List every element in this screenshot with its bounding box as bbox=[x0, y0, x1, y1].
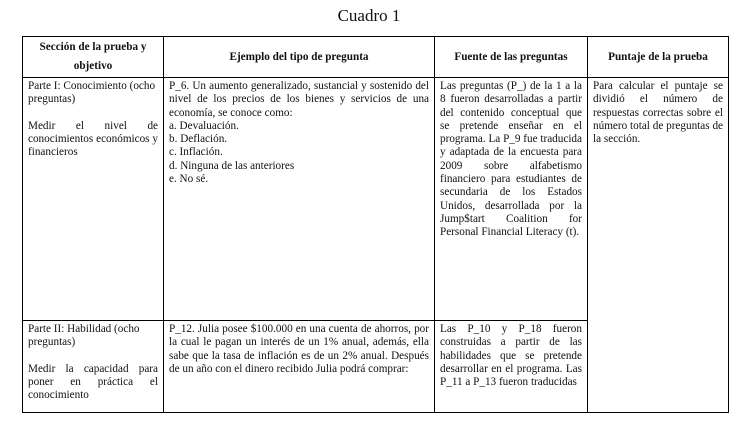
section-cell bbox=[23, 78, 164, 321]
source-text: Las preguntas (P_) de la 1 a la 8 fueron desarrolladas a partir del contenido conceptual que se pretende enseñar en el programa. La P_9 fue traducida y adaptada de la encuesta para 2009 sobre alfabetismo financiero para estudiantes de secundaria de los Estados Unidos, desarrollada por la Jump$tart Coalition for Personal Financial Literacy (t). bbox=[440, 80, 582, 239]
section-cell bbox=[23, 321, 164, 413]
option-b: b. Deflación. bbox=[169, 133, 228, 146]
test-structure-table bbox=[22, 36, 729, 413]
header-row bbox=[23, 37, 729, 78]
score-cell bbox=[588, 78, 729, 413]
source-text: Las P_10 y P_18 fueron construidas a partir de las habilidades que se pretende desarrollar en el programa. Las P_11 a P_13 fueron traducidas bbox=[440, 323, 582, 389]
example-question: P_12. Julia posee $100.000 en una cuenta de ahorros, por la cual le pagan un interés de un 1% anual, además, ella sabe que la tasa de inflación es de un 2% anual. Después de un año con el dinero recibido Julia podrá comprar: bbox=[169, 323, 429, 375]
header-example: Ejemplo del tipo de pregunta bbox=[164, 37, 435, 78]
option-d: d. Ninguna de las anteriores bbox=[169, 159, 295, 172]
table-row bbox=[23, 78, 729, 321]
header-score: Puntaje de la prueba bbox=[588, 37, 729, 78]
option-c: c. Inflación. bbox=[169, 146, 223, 159]
option-e: e. No sé. bbox=[169, 173, 209, 186]
table-caption: Cuadro 1 bbox=[337, 6, 401, 25]
header-section: Sección de la prueba y objetivo bbox=[23, 37, 164, 78]
section-name: Parte II: Habilidad (ocho preguntas) bbox=[28, 323, 140, 349]
section-objective: Medir la capacidad para poner en práctica el conocimiento bbox=[28, 362, 158, 402]
score-text: Para calcular el puntaje se dividió el número de respuestas correctas sobre el número total de preguntas de la sección. bbox=[593, 80, 723, 146]
example-cell bbox=[164, 78, 435, 321]
source-cell bbox=[435, 78, 588, 321]
example-cell bbox=[164, 321, 435, 413]
section-objective: Medir el nivel de conocimientos económicos y financieros bbox=[28, 119, 158, 159]
example-question: P_6. Un aumento generalizado, sustancial y sostenido del nivel de los precios de los bienes y servicios de una economía, se conoce como: bbox=[169, 80, 429, 119]
option-a: a. Devaluación. bbox=[169, 119, 239, 132]
header-source: Fuente de las preguntas bbox=[435, 37, 588, 78]
source-cell bbox=[435, 321, 588, 413]
section-name: Parte I: Conocimiento (ocho preguntas) bbox=[28, 80, 156, 106]
